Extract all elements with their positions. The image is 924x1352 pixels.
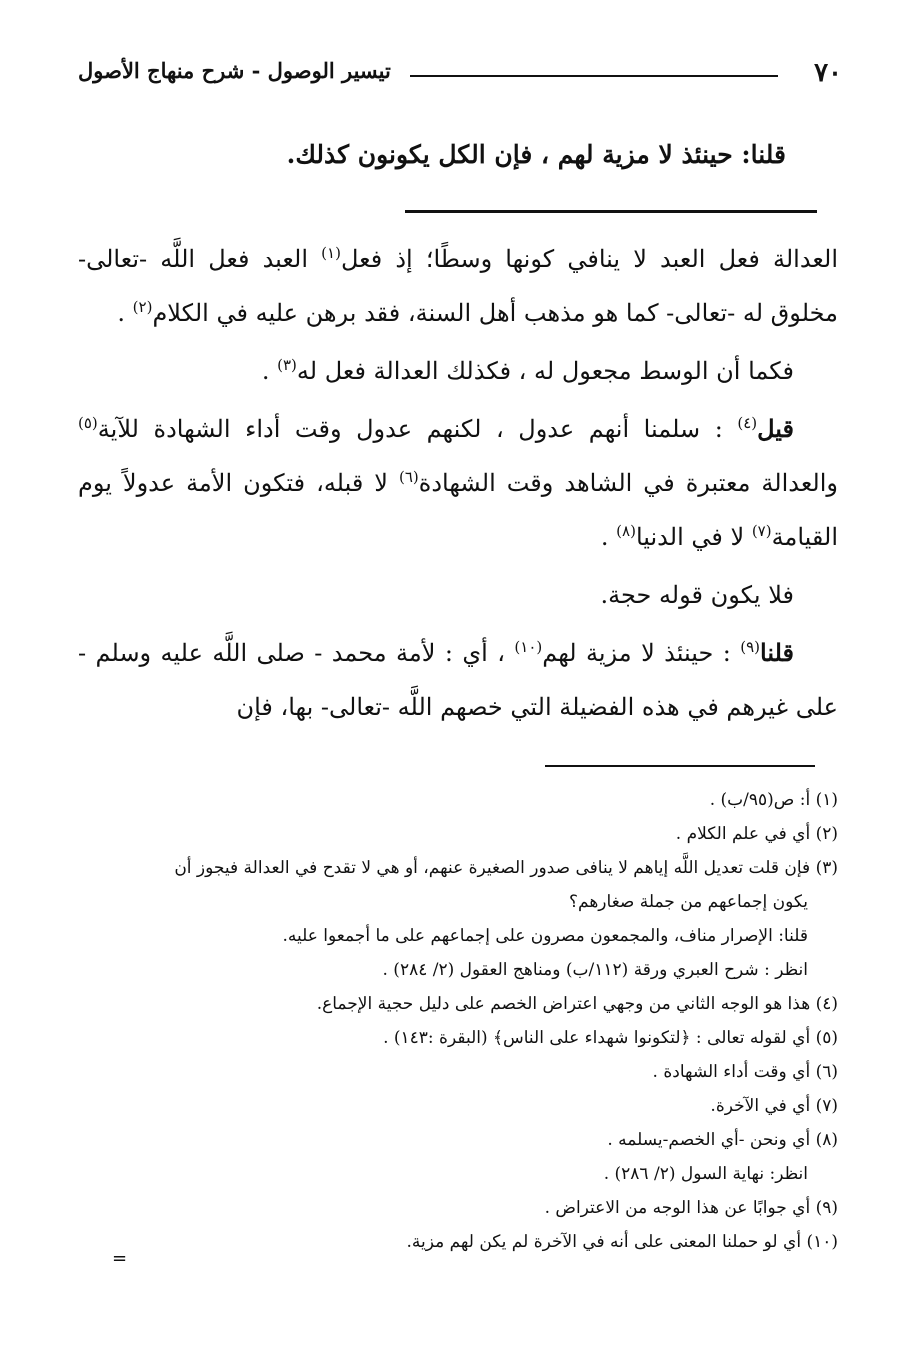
footnote-continuation: يكون إجماعهم من جملة صغارهم؟	[569, 892, 808, 912]
footnote-ref: (٥)	[78, 414, 98, 432]
paragraph-label: قلنا	[760, 638, 795, 667]
footnote-continuation: انظر : شرح العبري ورقة (١١٢/ب) ومناهج العقول (٢/ ٢٨٤) .	[382, 960, 808, 980]
quoted-objection	[287, 140, 786, 169]
footnote-ref: (٢)	[132, 298, 153, 316]
footnote-ref: (٦)	[398, 468, 419, 486]
paragraph-text: : سلمنا أنهم عدول ، لكنهم عدول وقت أداء الشهادة للآية	[97, 415, 738, 443]
margin-mark: =	[112, 1248, 128, 1269]
footnote-ref: (٨)	[616, 522, 636, 540]
footnote-continuation: قلنا: الإصرار مناف، والمجمعون مصرون على إجماعهم على ما أجمعوا عليه.	[282, 926, 808, 946]
footnote: (٣) فإن قلت تعديل اللَّه إياهم لا ينافى صدور الصغيرة عنهم، أو هي لا تقدح في العدالة فيجوز أن	[174, 858, 838, 878]
body-paragraph	[78, 568, 838, 622]
header-rule	[410, 75, 778, 77]
paragraph-text: ، أي : لأمة محمد - صلى اللَّه عليه وسلم - على غيرهم في هذه الفضيلة التي خصهم اللَّه -تعالى- بها، فإن	[78, 639, 838, 721]
footnote: (٥) أي لقوله تعالى : ﴿لتكونوا شهداء على الناس﴾ (البقرة :١٤٣) .	[383, 1028, 838, 1048]
paragraph-text: : حينئذ لا مزية لهم	[542, 639, 741, 667]
running-title: تيسير الوصول - شرح منهاج الأصول	[78, 58, 391, 83]
page-number: ٧٠	[814, 58, 842, 88]
quote-label: قلنا	[750, 140, 786, 169]
paragraph-text: فلا يكون قوله حجة.	[600, 581, 794, 609]
paragraph-text: العبد فعل اللَّه -تعالى- مخلوق له -تعالى- كما هو مذهب أهل السنة، فقد برهن عليه في الكلام	[78, 245, 838, 327]
footnotes	[64, 783, 838, 1259]
footnote: (٢) أي في علم الكلام .	[675, 824, 838, 844]
footnote-divider	[545, 765, 815, 767]
paragraph-text: .	[117, 299, 133, 327]
page-header	[78, 58, 842, 98]
footnote: (٦) أي وقت أداء الشهادة .	[652, 1062, 838, 1082]
footnote-ref: (٧)	[751, 522, 772, 540]
quote-text: : حينئذ لا مزية لهم ، فإن الكل يكونون كذلك.	[286, 140, 751, 169]
body-paragraph	[78, 626, 838, 734]
footnote-ref: (٩)	[740, 638, 761, 656]
paragraph-text: فكما أن الوسط مجعول له ، فكذلك العدالة فعل له	[296, 357, 794, 385]
paragraph-text: .	[261, 357, 278, 385]
section-divider	[405, 210, 817, 213]
paragraph-text: لا في الدنيا	[635, 523, 752, 551]
paragraph-text: العدالة فعل العبد لا ينافي كونها وسطًا؛ إذ فعل	[340, 245, 838, 273]
footnote: (٤) هذا هو الوجه الثاني من وجهي اعتراض الخصم على دليل حجية الإجماع.	[316, 994, 838, 1014]
footnote: (٨) أي ونحن -أي الخصم-يسلمه .	[607, 1130, 838, 1150]
paragraph-text: والعدالة معتبرة في الشاهد وقت الشهادة	[418, 469, 839, 497]
footnote-continuation: انظر: نهاية السول (٢/ ٢٨٦) .	[603, 1164, 808, 1184]
footnote-ref: (٣)	[277, 356, 297, 374]
footnote: (٩) أي جوابًا عن هذا الوجه من الاعتراض .	[544, 1198, 838, 1218]
footnote: (١) أ: ص(٩٥/ب) .	[709, 790, 838, 810]
footnote: (١٠) أي لو حملنا المعنى على أنه في الآخرة لم يكن لهم مزية.	[406, 1232, 838, 1252]
footnote: (٧) أي في الآخرة.	[710, 1096, 838, 1116]
body-paragraph	[78, 232, 838, 340]
body-text	[78, 232, 838, 738]
footnote-ref: (١)	[321, 244, 341, 262]
footnote-ref: (١٠)	[514, 638, 543, 656]
body-paragraph	[78, 402, 838, 564]
paragraph-label: قيل	[757, 414, 794, 443]
paragraph-text: لا قبله، فتكون الأمة عدولاً يوم القيامة	[78, 469, 838, 551]
body-paragraph	[78, 344, 838, 398]
footnote-ref: (٤)	[737, 414, 758, 432]
paragraph-text: .	[600, 523, 617, 551]
